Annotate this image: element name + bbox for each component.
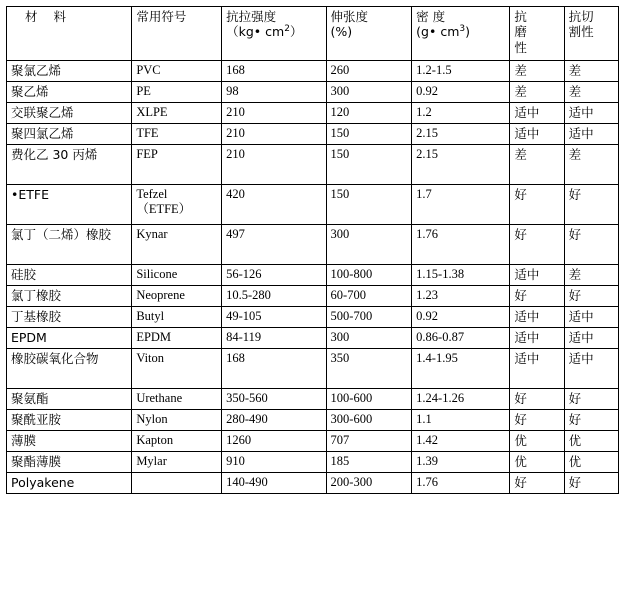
cell-tensile-strength: 1260 [222,431,326,452]
cell-material: 聚氯乙烯 [7,61,132,82]
cell-abrasion-resistance: 优 [510,431,564,452]
cell-elongation: 60-700 [326,286,412,307]
cell-tensile-strength: 84-119 [222,328,326,349]
cell-abrasion-resistance: 差 [510,82,564,103]
cell-material: 橡胶碳氧化合物 [7,349,132,389]
cell-abrasion-resistance: 差 [510,145,564,185]
cell-cut-resistance: 适中 [564,349,618,389]
cell-tensile-strength: 210 [222,145,326,185]
cell-elongation: 150 [326,145,412,185]
cell-abrasion-resistance: 好 [510,286,564,307]
cell-tensile-strength: 49-105 [222,307,326,328]
table-row [7,225,619,265]
table-row [7,349,619,389]
cell-symbol: Mylar [132,452,222,473]
cell-cut-resistance: 差 [564,145,618,185]
cell-cut-resistance: 差 [564,82,618,103]
cell-abrasion-resistance: 好 [510,225,564,265]
table-row [7,389,619,410]
cell-density: 2.15 [412,145,510,185]
cell-material: 聚四氯乙烯 [7,124,132,145]
cell-elongation: 707 [326,431,412,452]
cell-density: 1.2-1.5 [412,61,510,82]
cell-tensile-strength: 350-560 [222,389,326,410]
cell-tensile-strength: 910 [222,452,326,473]
cell-abrasion-resistance: 差 [510,61,564,82]
cell-material: 聚乙烯 [7,82,132,103]
cell-elongation: 120 [326,103,412,124]
cell-cut-resistance: 适中 [564,307,618,328]
cell-symbol: Kapton [132,431,222,452]
cell-elongation: 260 [326,61,412,82]
cell-material: 硅胶 [7,265,132,286]
cell-tensile-strength: 168 [222,349,326,389]
table-row [7,410,619,431]
cell-symbol: Neoprene [132,286,222,307]
cell-material: 氯丁橡胶 [7,286,132,307]
cell-symbol: Butyl [132,307,222,328]
cell-symbol: Tefzel （ETFE） [132,185,222,225]
cell-material: •ETFE [7,185,132,225]
table-row [7,473,619,494]
cell-density: 1.24-1.26 [412,389,510,410]
cell-material: EPDM [7,328,132,349]
cell-tensile-strength: 210 [222,124,326,145]
cell-tensile-strength: 210 [222,103,326,124]
cell-cut-resistance: 适中 [564,124,618,145]
header-cell-abrasion-resistance: 抗 磨 性 [510,7,564,61]
cell-tensile-strength: 140-490 [222,473,326,494]
cell-cut-resistance: 适中 [564,328,618,349]
table-row [7,265,619,286]
cell-cut-resistance: 适中 [564,103,618,124]
cell-symbol: XLPE [132,103,222,124]
cell-cut-resistance: 差 [564,61,618,82]
cell-abrasion-resistance: 好 [510,389,564,410]
cell-abrasion-resistance: 适中 [510,265,564,286]
cell-tensile-strength: 10.5-280 [222,286,326,307]
cell-tensile-strength: 56-126 [222,265,326,286]
cell-cut-resistance: 好 [564,225,618,265]
cell-density: 1.23 [412,286,510,307]
cell-abrasion-resistance: 优 [510,452,564,473]
cell-material: 氯丁（二烯）橡胶 [7,225,132,265]
cell-material: Polyakene [7,473,132,494]
cell-material: 交联聚乙烯 [7,103,132,124]
header-cell-cut-resistance: 抗切 割性 [564,7,618,61]
cell-material: 费化乙 30 丙烯 [7,145,132,185]
table-row [7,61,619,82]
cell-abrasion-resistance: 好 [510,410,564,431]
cell-elongation: 100-600 [326,389,412,410]
cell-abrasion-resistance: 适中 [510,103,564,124]
cell-cut-resistance: 差 [564,265,618,286]
table-row [7,307,619,328]
table-row [7,103,619,124]
cell-symbol: Viton [132,349,222,389]
cell-material: 聚氨酯 [7,389,132,410]
cell-elongation: 300 [326,225,412,265]
cell-density: 0.92 [412,82,510,103]
table-row [7,145,619,185]
header-cell-material: 材 料 [7,7,132,61]
cell-density: 1.15-1.38 [412,265,510,286]
cell-density: 0.86-0.87 [412,328,510,349]
cell-cut-resistance: 好 [564,410,618,431]
document-sheet [0,6,625,596]
cell-tensile-strength: 497 [222,225,326,265]
cell-elongation: 300 [326,328,412,349]
header-cell-symbol: 常用符号 [132,7,222,61]
cell-tensile-strength: 168 [222,61,326,82]
cell-elongation: 150 [326,124,412,145]
cell-symbol: Silicone [132,265,222,286]
cell-abrasion-resistance: 适中 [510,307,564,328]
cell-cut-resistance: 好 [564,286,618,307]
cell-cut-resistance: 优 [564,452,618,473]
cell-abrasion-resistance: 适中 [510,349,564,389]
cell-density: 2.15 [412,124,510,145]
cell-symbol: PVC [132,61,222,82]
cell-symbol: Kynar [132,225,222,265]
header-cell-tensile-strength: 抗拉强度 （kg• $cm^2$） [222,7,326,61]
cell-symbol: Nylon [132,410,222,431]
cell-density: 1.4-1.95 [412,349,510,389]
cell-elongation: 185 [326,452,412,473]
cell-symbol: FEP [132,145,222,185]
table-row [7,286,619,307]
cell-density: 1.1 [412,410,510,431]
cell-abrasion-resistance: 适中 [510,328,564,349]
table-row [7,82,619,103]
cell-elongation: 150 [326,185,412,225]
cell-density: 1.39 [412,452,510,473]
cell-material: 聚酯薄膜 [7,452,132,473]
table-row [7,431,619,452]
cell-symbol [132,473,222,494]
cell-material: 薄膜 [7,431,132,452]
cell-density: 1.7 [412,185,510,225]
header-cell-elongation: 伸张度 (%) [326,7,412,61]
table-body [7,61,619,494]
cell-abrasion-resistance: 好 [510,473,564,494]
header-row [7,7,619,61]
cell-material: 丁基橡胶 [7,307,132,328]
cell-elongation: 300-600 [326,410,412,431]
table-row [7,124,619,145]
cell-elongation: 350 [326,349,412,389]
cell-abrasion-resistance: 好 [510,185,564,225]
cell-cut-resistance: 优 [564,431,618,452]
table-row [7,185,619,225]
cell-symbol: PE [132,82,222,103]
cell-tensile-strength: 98 [222,82,326,103]
cell-cut-resistance: 好 [564,185,618,225]
cell-elongation: 100-800 [326,265,412,286]
cell-density: 0.92 [412,307,510,328]
cell-symbol: EPDM [132,328,222,349]
cell-cut-resistance: 好 [564,473,618,494]
table-header [7,7,619,61]
cell-tensile-strength: 280-490 [222,410,326,431]
cell-density: 1.42 [412,431,510,452]
cell-density: 1.2 [412,103,510,124]
table-row [7,328,619,349]
table-row [7,452,619,473]
cell-density: 1.76 [412,225,510,265]
header-cell-density: 密 度 (g• $cm^3$) [412,7,510,61]
cell-elongation: 500-700 [326,307,412,328]
cell-elongation: 300 [326,82,412,103]
cell-symbol: Urethane [132,389,222,410]
cell-density: 1.76 [412,473,510,494]
cell-symbol: TFE [132,124,222,145]
cell-material: 聚酰亚胺 [7,410,132,431]
cell-elongation: 200-300 [326,473,412,494]
cell-tensile-strength: 420 [222,185,326,225]
cell-abrasion-resistance: 适中 [510,124,564,145]
cell-cut-resistance: 好 [564,389,618,410]
material-properties-table [6,6,619,494]
